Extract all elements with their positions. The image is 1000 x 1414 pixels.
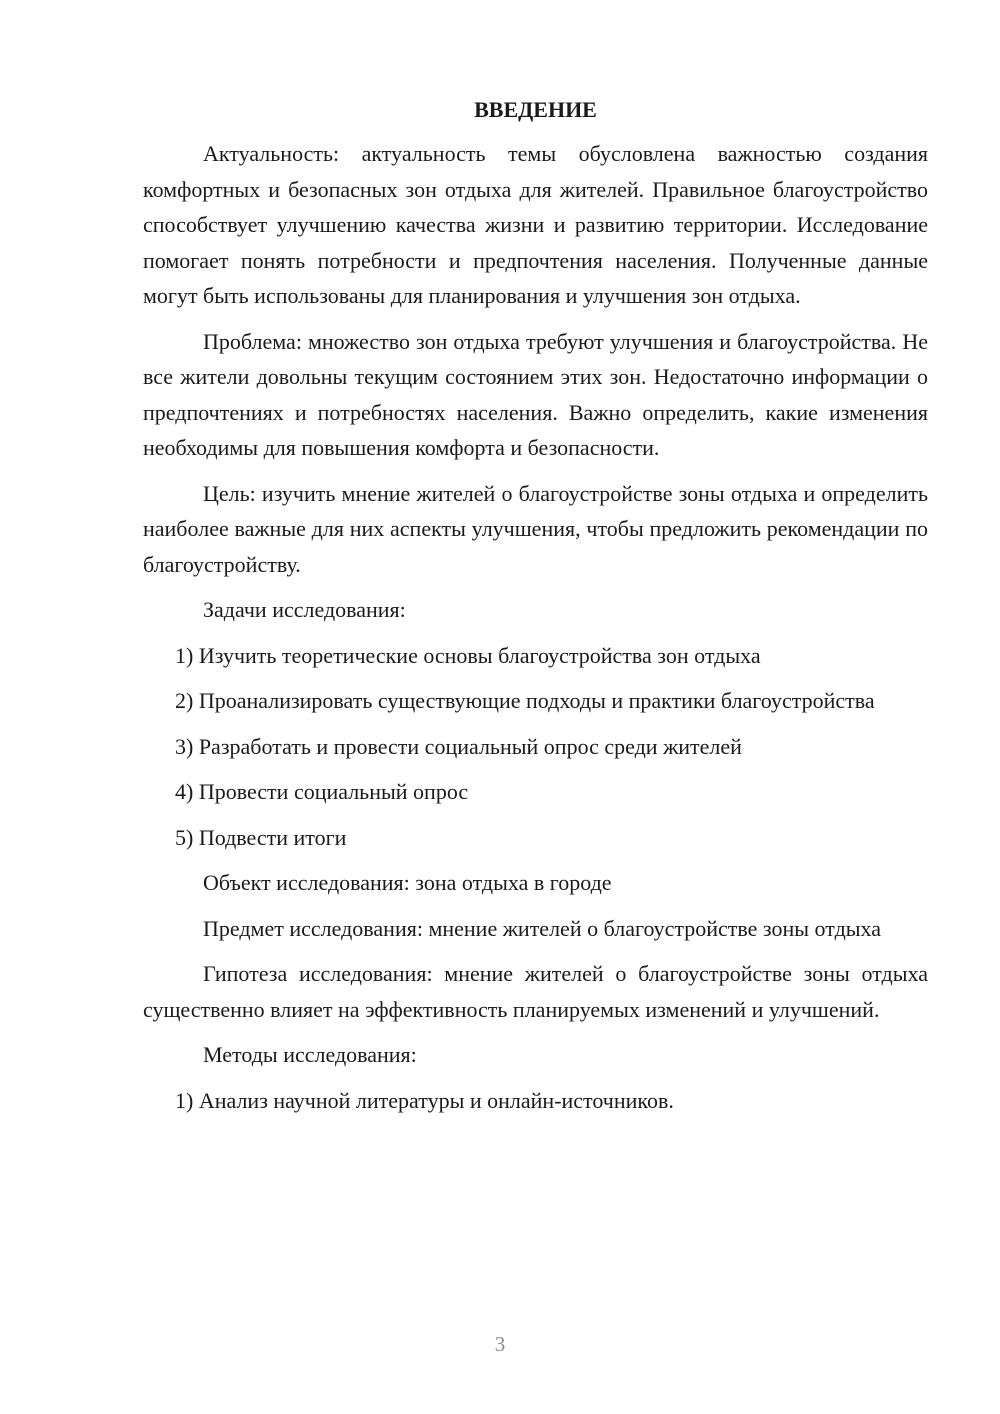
- subject-paragraph: Предмет исследования: мнение жителей о благоустройстве зоны отдыха: [203, 915, 882, 941]
- task-item-3: 3) Разработать и провести социальный опрос среди жителей: [175, 733, 742, 759]
- section-title: ВВЕДЕНИЕ: [474, 97, 597, 122]
- methods-heading: Методы исследования:: [203, 1042, 417, 1067]
- tasks-heading: Задачи исследования:: [203, 597, 406, 622]
- relevance-paragraph: Актуальность: актуальность темы обусловлена важностью создания комфортных и безопасных зон отдыха для жителей. Правильное благоустройство способствует улучшению качества жизни и развитию территории. Исследование помогает понять потребности и предпочтения населения. Полученные данные могут быть использованы для планирования и улучшения зон отдыха.: [143, 141, 928, 308]
- task-item-5: 5) Подвести итоги: [175, 824, 347, 850]
- goal-paragraph: Цель: изучить мнение жителей о благоустройстве зоны отдыха и определить наиболее важные для них аспекты улучшения, чтобы предложить рекомендации по благоустройству.: [143, 480, 928, 577]
- problem-paragraph: Проблема: множество зон отдыха требуют улучшения и благоустройства. Не все жители довольны текущим состоянием этих зон. Недостаточно информации о предпочтениях и потребностях населения. Важно определить, какие изменения необходимы для повышения комфорта и безопасности.: [143, 328, 928, 460]
- hypothesis-paragraph: Гипотеза исследования: мнение жителей о благоустройстве зоны отдыха существенно влияет на эффективность планируемых изменений и улучшений.: [143, 961, 928, 1022]
- task-item-2: 2) Проанализировать существующие подходы и практики благоустройства: [175, 688, 875, 713]
- method-item-1: 1) Анализ научной литературы и онлайн-источников.: [175, 1087, 674, 1113]
- task-item-4: 4) Провести социальный опрос: [175, 779, 469, 804]
- object-paragraph: Объект исследования: зона отдыха в городе: [203, 870, 612, 895]
- task-item-1: 1) Изучить теоретические основы благоустройства зон отдыха: [175, 642, 761, 668]
- page-number: 3: [494, 1332, 506, 1356]
- document-page: [143, 92, 928, 1128]
